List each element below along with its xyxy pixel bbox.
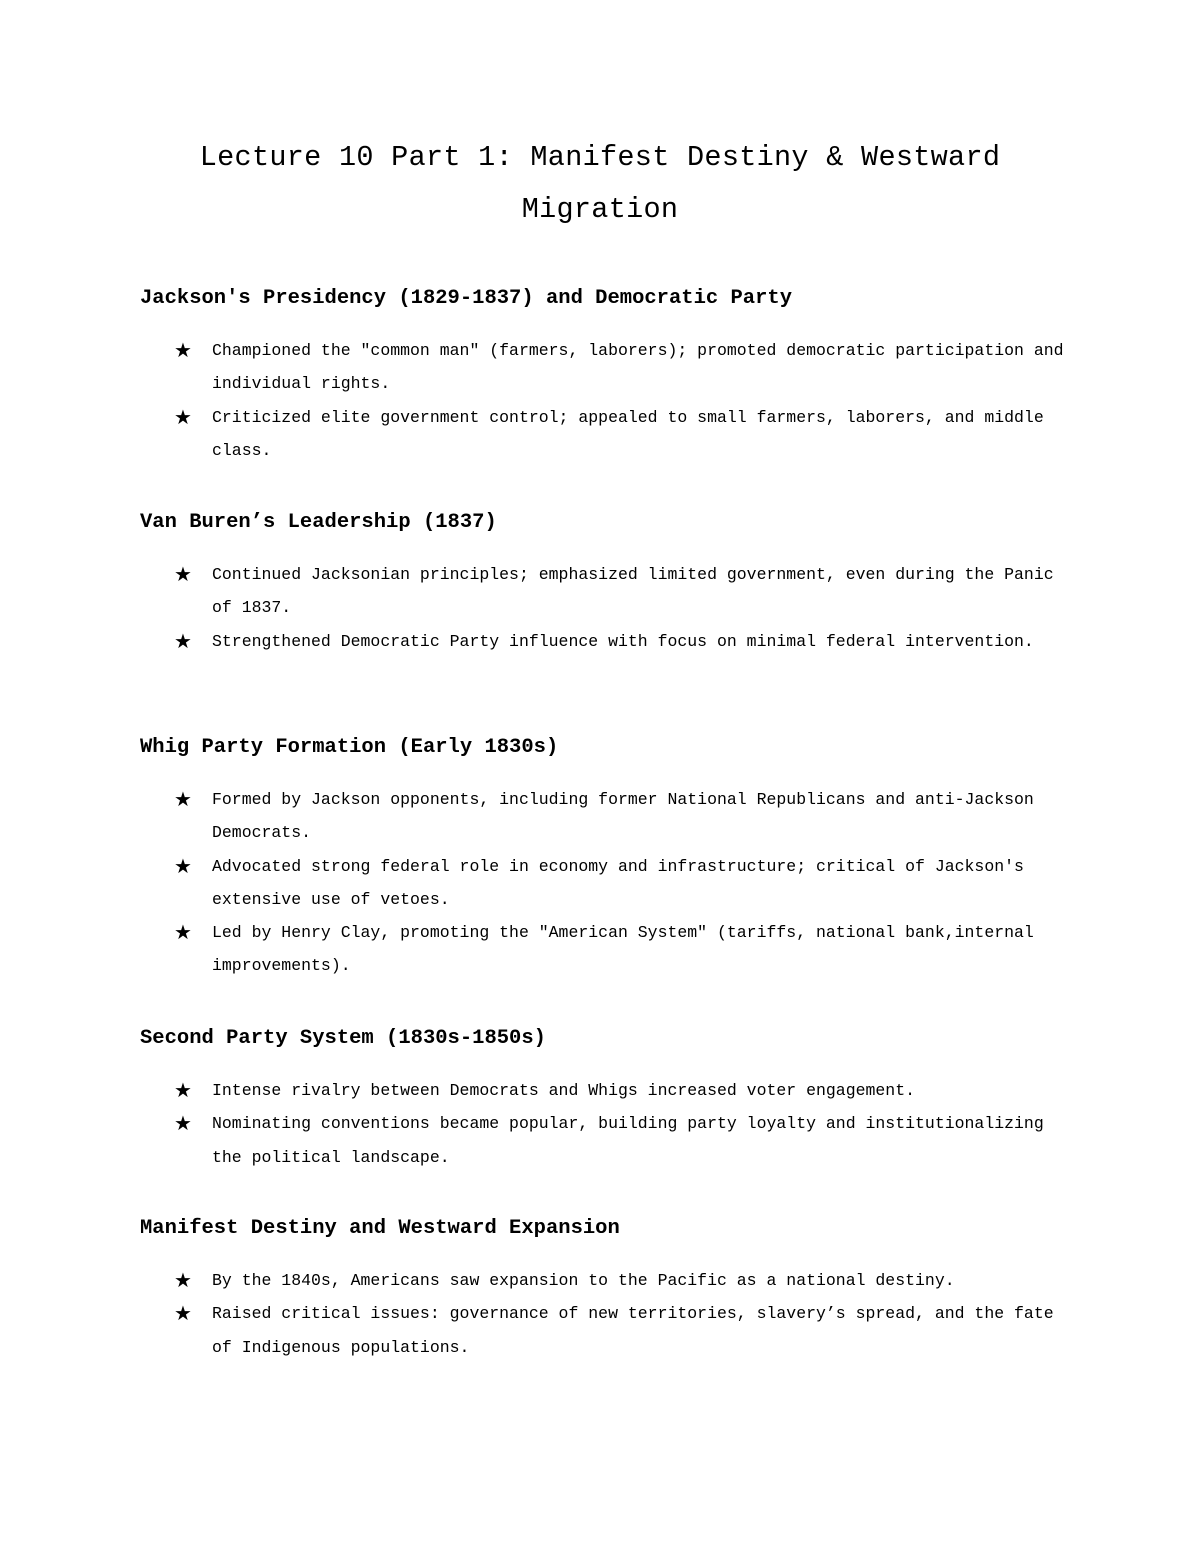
bullet-list	[140, 334, 1074, 467]
list-item-text: Led by Henry Clay, promoting the "American System" (tariffs, national bank,internal improvements).	[212, 923, 1044, 976]
star-icon: ★	[174, 628, 192, 653]
list-item	[140, 1264, 1070, 1297]
list-item	[140, 1107, 1070, 1174]
list-item	[140, 850, 1070, 917]
star-icon: ★	[174, 1111, 192, 1136]
list-item-text: Championed the "common man" (farmers, laborers); promoted democratic participation and individual rights.	[212, 341, 1074, 394]
star-icon: ★	[174, 920, 192, 945]
list-item-text: By the 1840s, Americans saw expansion to the Pacific as a national destiny.	[212, 1271, 955, 1290]
list-item	[140, 783, 1070, 850]
list-item	[140, 1074, 1070, 1107]
star-icon: ★	[174, 1268, 192, 1292]
section-second-party-system	[140, 1024, 1070, 1174]
section-whig-party-formation	[140, 733, 1070, 983]
star-icon: ★	[174, 404, 192, 429]
list-item-text: Criticized elite government control; appealed to small farmers, laborers, and middle class.	[212, 407, 1054, 460]
list-item-text: Advocated strong federal role in economy and infrastructure; critical of Jackson's extensive use of vetoes.	[212, 856, 1034, 909]
list-item	[140, 1297, 1070, 1364]
list-item-text: Intense rivalry between Democrats and Whigs increased voter engagement.	[212, 1081, 916, 1100]
list-item-text: Raised critical issues: governance of new territories, slavery’s spread, and the fate of Indigenous populations.	[212, 1304, 1064, 1357]
section-heading: Manifest Destiny and Westward Expansion	[140, 1217, 620, 1240]
list-item	[140, 401, 1070, 468]
list-item-text: Nominating conventions became popular, building party loyalty and institutionalizing the political landscape.	[212, 1114, 1054, 1167]
section-jackson-presidency	[140, 284, 1074, 467]
star-icon: ★	[174, 853, 192, 878]
section-heading: Van Buren’s Leadership (1837)	[140, 511, 497, 534]
section-manifest-destiny	[140, 1214, 1070, 1364]
star-icon: ★	[174, 1301, 192, 1326]
list-item	[140, 625, 1070, 658]
list-item-text: Formed by Jackson opponents, including former National Republicans and anti-Jackson Democrats.	[212, 790, 1044, 843]
list-item	[140, 558, 1070, 625]
list-item	[140, 916, 1070, 983]
section-heading: Whig Party Formation (Early 1830s)	[140, 736, 559, 759]
bullet-list	[140, 783, 1070, 983]
star-icon: ★	[174, 787, 192, 811]
star-icon: ★	[174, 562, 192, 586]
title-line-1: Lecture 10 Part 1: Manifest Destiny & Westward	[199, 141, 1001, 174]
list-item	[140, 334, 1074, 401]
bullet-list	[140, 1264, 1070, 1364]
star-icon: ★	[174, 338, 192, 362]
title-line-2: Migration	[521, 193, 679, 226]
list-item-text: Strengthened Democratic Party influence with focus on minimal federal intervention.	[212, 631, 1034, 651]
section-heading: Jackson's Presidency (1829-1837) and Democratic Party	[140, 287, 793, 310]
bullet-list	[140, 1074, 1070, 1174]
section-heading: Second Party System (1830s-1850s)	[140, 1027, 546, 1050]
star-icon: ★	[174, 1078, 192, 1102]
bullet-list	[140, 558, 1070, 658]
section-van-buren-leadership	[140, 508, 1070, 658]
document-title	[100, 132, 1100, 236]
list-item-text: Continued Jacksonian principles; emphasized limited government, even during the Panic of 1837.	[212, 565, 1064, 618]
